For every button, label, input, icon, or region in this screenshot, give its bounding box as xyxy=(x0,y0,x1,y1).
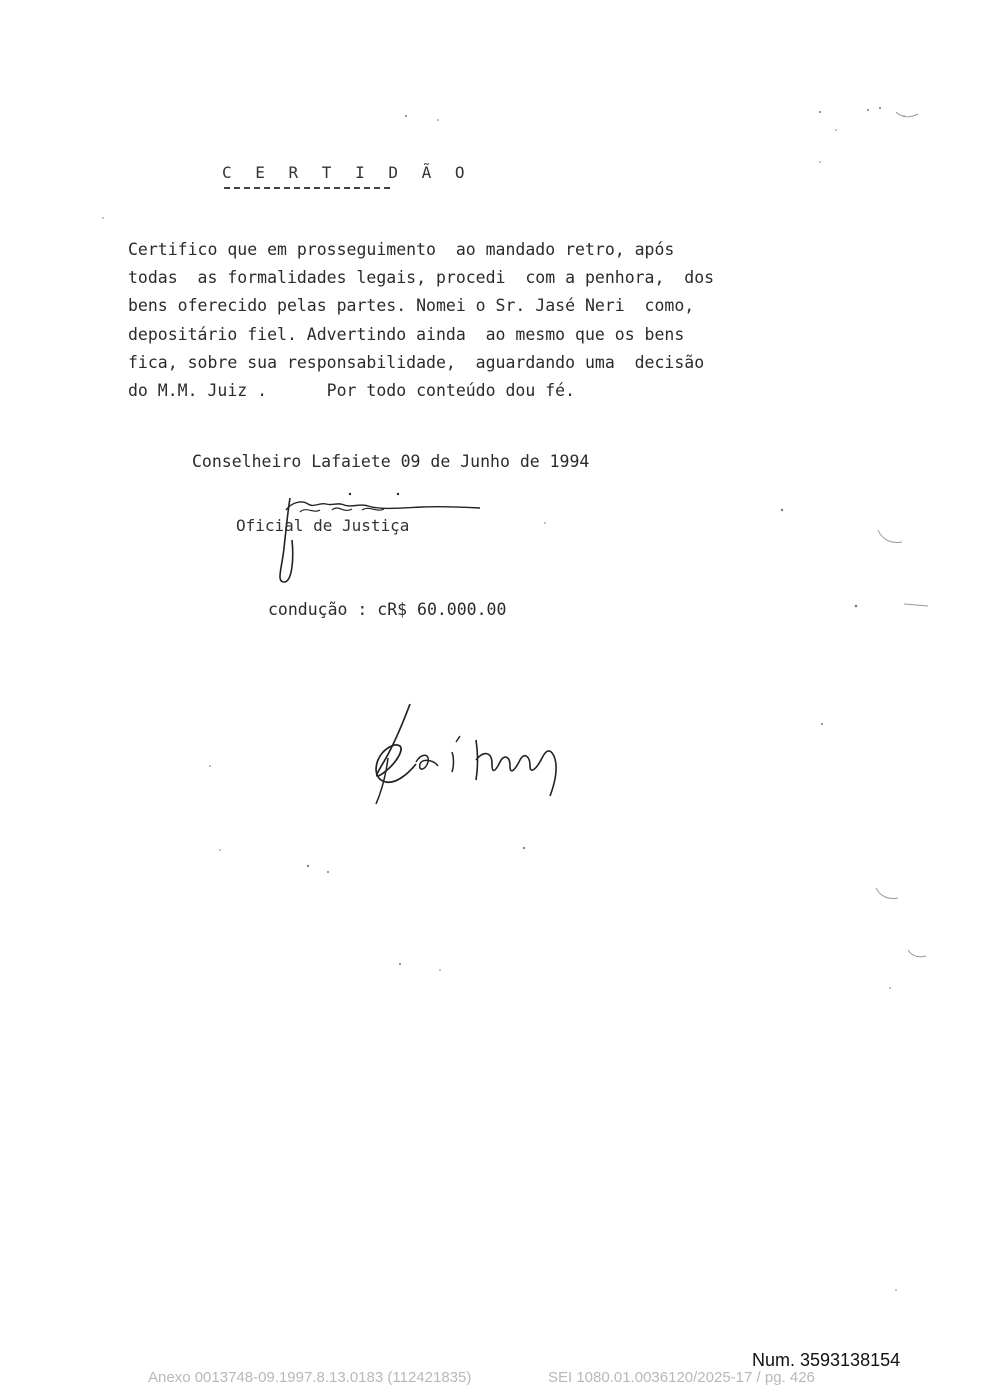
certificate-body xyxy=(128,236,778,405)
body-line: Certifico que em prosseguimento ao mandado retro, após xyxy=(128,240,675,259)
official-signature xyxy=(262,490,492,590)
sei-reference: SEI 1080.01.0036120/2025-17 / pg. 426 xyxy=(548,1369,815,1386)
document-title: C E R T I D Ã O xyxy=(222,163,472,182)
body-line: todas as formalidades legais, procedi com a penhora, dos xyxy=(128,268,715,288)
body-line: depositário fiel. Advertindo ainda ao mesmo que os bens xyxy=(128,324,685,344)
official-label: Oficial de Justiça xyxy=(236,516,410,535)
title-underline xyxy=(224,187,390,189)
body-line: fica, sobre sua responsabilidade, aguardando uma decisão xyxy=(128,352,705,372)
place-date: Conselheiro Lafaiete 09 de Junho de 1994 xyxy=(192,452,590,471)
annex-reference: Anexo 0013748-09.1997.8.13.0183 (112421835) xyxy=(148,1369,472,1386)
conducao-value: condução : cR$ 60.000.00 xyxy=(268,600,507,619)
document-number: Num. 3593138154 xyxy=(752,1350,901,1370)
body-line: bens oferecido pelas partes. Nomei o Sr. Jasé Neri como, xyxy=(128,296,695,316)
body-line: do M.M. Juiz . Por todo conteúdo dou fé. xyxy=(128,381,576,401)
handwritten-signature xyxy=(360,700,580,810)
